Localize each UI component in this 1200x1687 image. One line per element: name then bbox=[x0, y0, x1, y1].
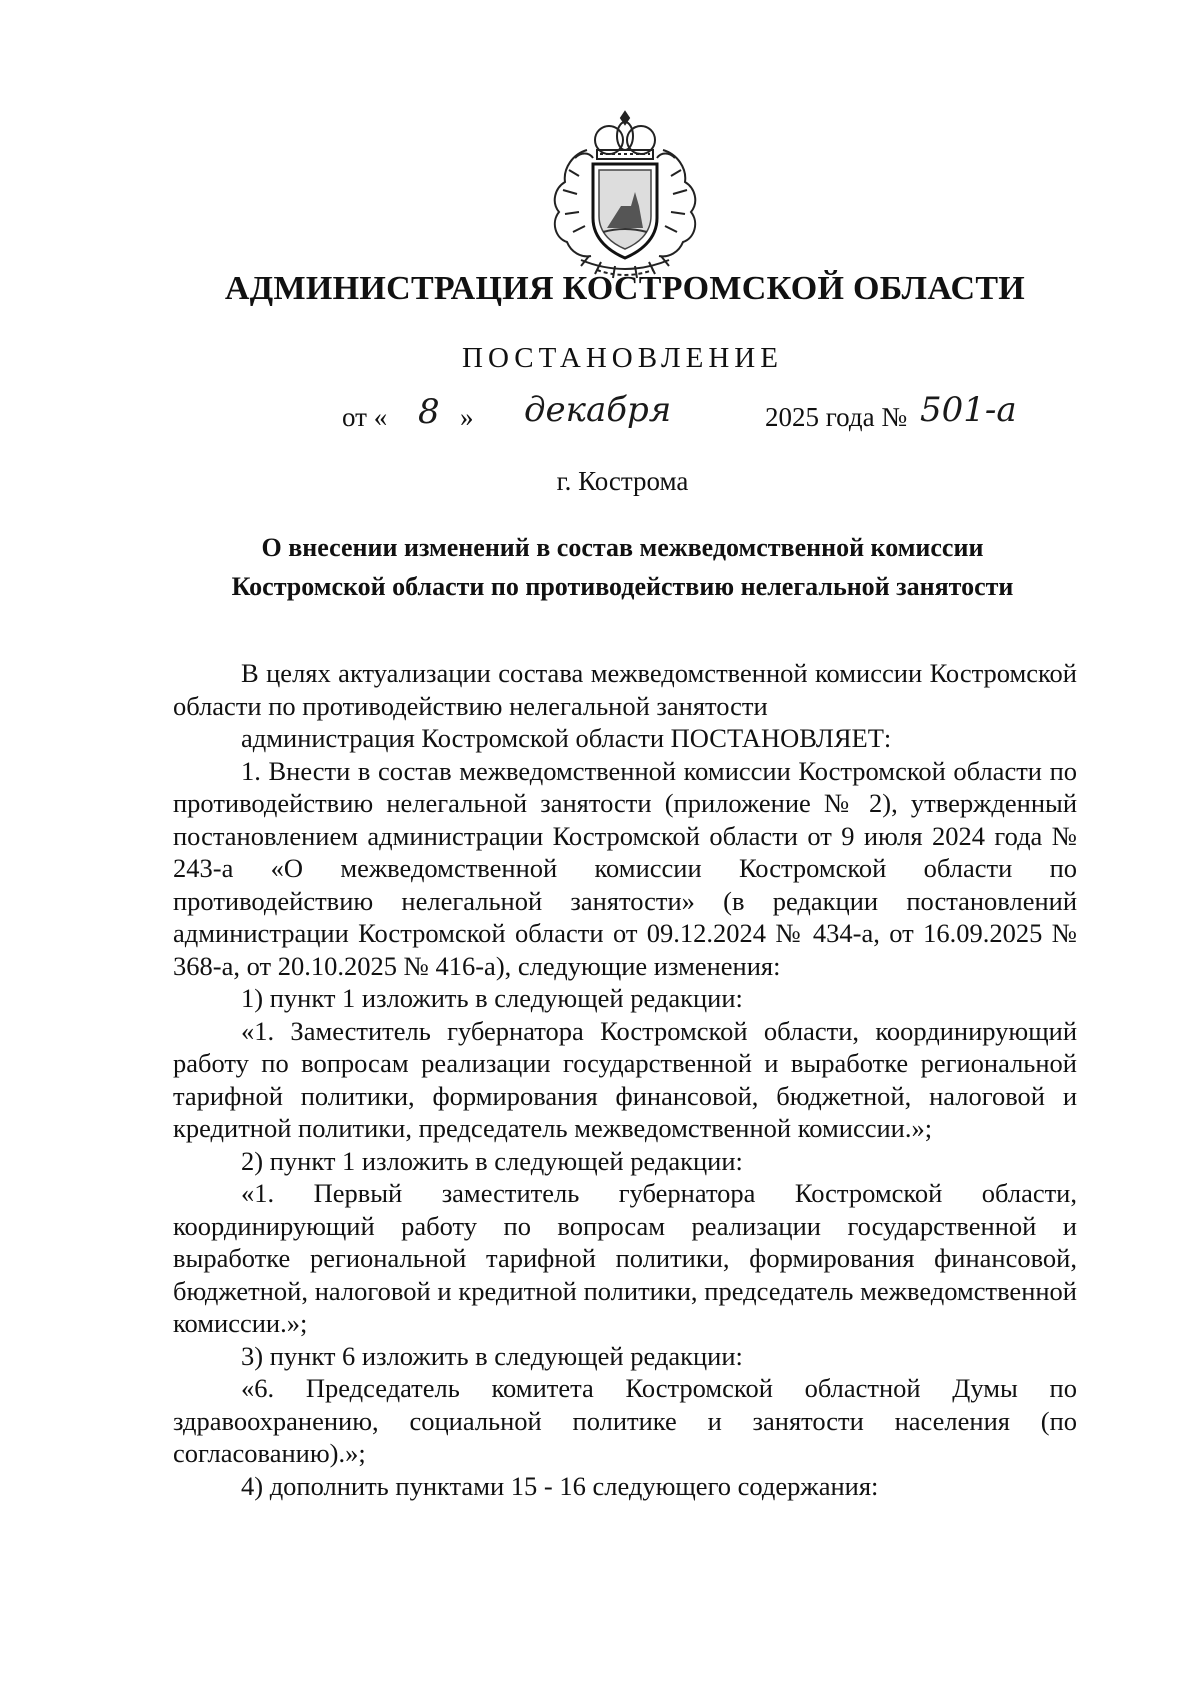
body-paragraph: «6. Председатель комитета Костромской областной Думы по здравоохранению, социальной политике и занятости населения (по согласованию).»; bbox=[173, 1373, 1077, 1468]
document-number-handwritten: 501-а bbox=[920, 390, 1017, 430]
coat-of-arms-emblem bbox=[545, 110, 705, 280]
body-paragraph: 2) пункт 1 изложить в следующей редакции: bbox=[241, 1145, 743, 1176]
body-paragraph: 1) пункт 1 изложить в следующей редакции: bbox=[241, 983, 743, 1013]
date-day-close: » bbox=[460, 402, 474, 432]
document-type: ПОСТАНОВЛЕНИЕ bbox=[462, 342, 783, 374]
body-paragraph: «1. Заместитель губернатора Костромской области, координирующий работу по вопросам реализации государственной и выработке региональной тарифной политики, формирования финансовой, бюджетной, налоговой и кредитной политики, председатель межведомственной комиссии.»; bbox=[173, 1015, 1077, 1143]
body-paragraph: В целях актуализации состава межведомственной комиссии Костромской области по противодействию нелегальной занятости bbox=[173, 658, 1077, 721]
subject-line: Костромской области по противодействию нелегальной занятости bbox=[231, 572, 1014, 601]
city-line: г. Кострома bbox=[556, 466, 689, 496]
document-subject bbox=[170, 528, 1075, 606]
date-day-handwritten: 8 bbox=[418, 392, 440, 432]
body-paragraph: 1. Внести в состав межведомственной комиссии Костромской области по противодействию нелегальной занятости (приложение № 2), утвержденный постановлением администрации Костромской области от 9 июля 2024 года № 243-а «О межведомственной комиссии Костромской области по противодействию нелегальной занятости» (в редакции постановлений администрации Костромской области от 09.12.2024 № 434-а, от 16.09.2025 № 368-а, от 20.10.2025 № 416-а), следующие изменения: bbox=[173, 755, 1077, 981]
subject-line: О внесении изменений в состав межведомственной комиссии bbox=[261, 533, 984, 562]
body-paragraph: 4) дополнить пунктами 15 - 16 следующего содержания: bbox=[241, 1470, 879, 1501]
body-paragraph: «1. Первый заместитель губернатора Костромской области, координирующий работу по вопросам реализации государственной и выработке региональной тарифной политики, формирования финансовой, бюджетной, налоговой и кредитной политики, председатель межведомственной комиссии.»; bbox=[173, 1178, 1077, 1338]
date-year: 2025 года № bbox=[765, 402, 908, 432]
body-paragraph: 3) пункт 6 изложить в следующей редакции: bbox=[241, 1340, 743, 1371]
body-paragraph: администрация Костромской области ПОСТАНОВЛЯЕТ: bbox=[241, 723, 892, 753]
date-prefix: от « bbox=[342, 402, 388, 432]
organization-title: АДМИНИСТРАЦИЯ КОСТРОМСКОЙ ОБЛАСТИ bbox=[224, 270, 1026, 307]
date-month-handwritten: декабря bbox=[524, 390, 672, 430]
document-body bbox=[173, 657, 1077, 1502]
